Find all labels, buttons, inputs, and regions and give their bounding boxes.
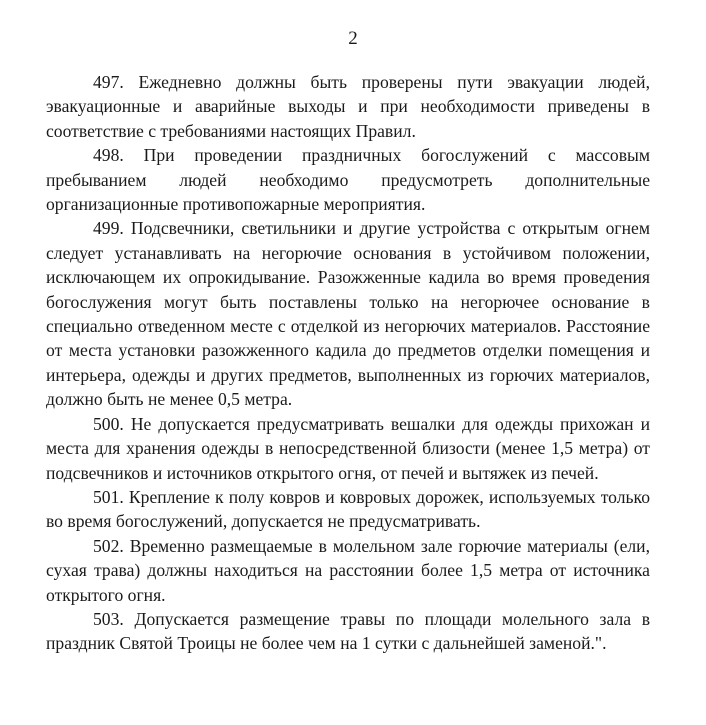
page-number: 2 [348,28,358,49]
paragraph-501: 501. Крепление к полу ковров и ковровых дорожек, используемых только во время богослужений, допускается не предусматривать. [46,486,650,532]
paragraph-497: 497. Ежедневно должны быть проверены пути эвакуации людей, эвакуационные и аварийные выходы и при необходимости приведены в соответствие с требованиями настоящих Правил. [46,72,650,141]
paragraph-498: 498. При проведении праздничных богослужений с массовым пребыванием людей необходимо предусмотреть дополнительные организационные противопожарные мероприятия. [46,145,650,215]
paragraph-500: 500. Не допускается предусматривать вешалки для одежды прихожан и места для хранения одежды в непосредственной близости (менее 1,5 метра) от подсвечников и источников открытого огня, от печей и вытяжек из печей. [46,413,650,483]
document-body [46,70,650,656]
paragraph-503: 503. Допускается размещение травы по площади молельного зала в праздник Святой Троицы не более чем на 1 сутки с дальнейшей заменой.". [46,608,650,654]
paragraph-502: 502. Временно размещаемые в молельном зале горючие материалы (ели, сухая трава) должны находиться на расстоянии более 1,5 метра от источника открытого огня. [46,535,650,605]
paragraph-499: 499. Подсвечники, светильники и другие устройства с открытым огнем следует устанавливать на негорючие основания в устойчивом положении, исключающем их опрокидывание. Разожженные кадила во время проведения богослужения могут быть поставлены только на негорючее основание в специально отведенном месте с отделкой из негорючих материалов. Расстояние от места установки разожженного кадила до предметов отделки помещения и интерьера, одежды и других предметов, выполненных из горючих материалов, должно быть не менее 0,5 метра. [46,218,650,410]
